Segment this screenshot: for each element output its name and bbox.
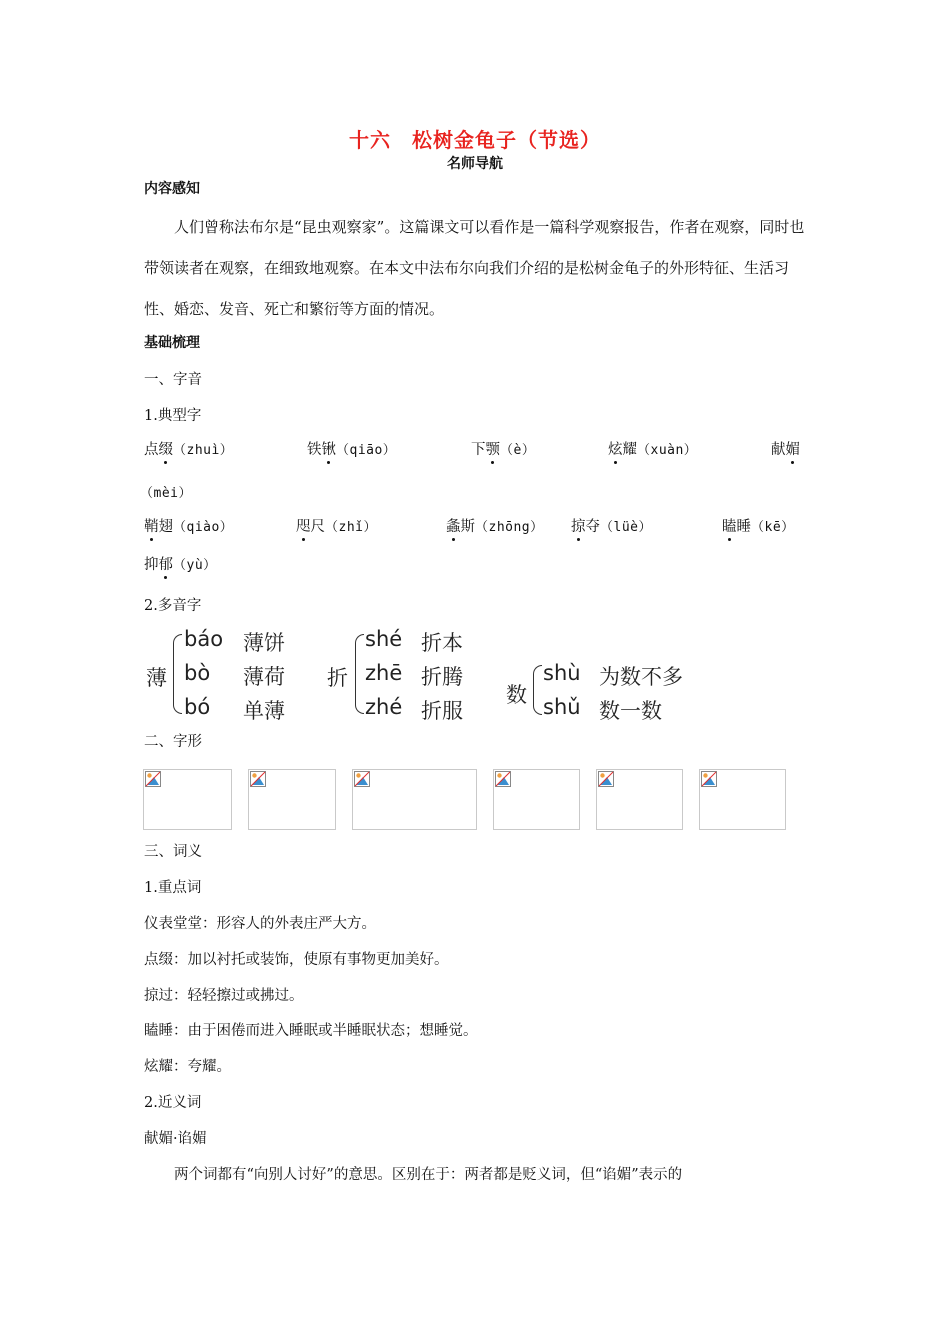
broken-image (493, 769, 580, 830)
polyphone-char: 数 (506, 683, 527, 707)
polyphone-word: 单薄 (243, 699, 285, 723)
polyphone-word: 数一数 (599, 699, 662, 723)
pinyin-item: 抑郁（yù） (144, 553, 217, 574)
broken-image (143, 769, 232, 830)
definition: 点缀：加以衬托或装饰，使原有事物更加美好。 (144, 952, 449, 968)
pinyin-item: 炫耀（xuàn） (608, 438, 697, 459)
synonym-pair: 献媚·谄媚 (144, 1131, 207, 1147)
polyphone-char: 薄 (146, 666, 167, 690)
polyphone-pinyin: shù (543, 661, 581, 685)
subheading-zhong-dian: 1.重点词 (144, 880, 202, 896)
polyphone-pinyin: shǔ (543, 695, 581, 719)
pinyin-item: 点缀（zhuì） (144, 438, 233, 459)
page-subtitle: 名师导航 (447, 156, 503, 172)
polyphone-word: 薄饼 (243, 631, 285, 655)
pinyin-item: 瞌睡（kē） (722, 515, 795, 536)
polyphone-word: 为数不多 (599, 665, 683, 689)
polyphone-pinyin: zhé (365, 695, 403, 719)
subheading-jin-yi: 2.近义词 (144, 1095, 202, 1111)
broken-image (596, 769, 683, 830)
subheading-dian-xing: 1.典型字 (144, 408, 202, 424)
polyphone-word: 折本 (421, 631, 463, 655)
broken-image (699, 769, 786, 830)
subheading-zi-yin: 一、字音 (144, 372, 202, 388)
section-heading-content: 内容感知 (144, 181, 200, 197)
polyphone-word: 折服 (421, 699, 463, 723)
definition: 炫耀：夸耀。 (144, 1059, 231, 1075)
polyphone-char: 折 (327, 666, 348, 690)
pinyin-item: 鞘翅（qiào） (144, 515, 233, 536)
subheading-duo-yin: 2.多音字 (144, 598, 202, 614)
definition: 瞌睡：由于困倦而进入睡眠或半睡眠状态；想睡觉。 (144, 1023, 478, 1039)
definition: 仪表堂堂：形容人的外表庄严大方。 (144, 916, 376, 932)
pinyin-item: 掠夺（lüè） (571, 515, 652, 536)
brace (533, 665, 542, 715)
polyphone-word: 薄荷 (243, 665, 285, 689)
subheading-ci-yi: 三、词义 (144, 844, 202, 860)
pinyin-item: 献媚 (771, 438, 800, 459)
brace (173, 634, 182, 714)
subheading-zi-xing: 二、字形 (144, 734, 202, 750)
polyphone-pinyin: bò (184, 661, 211, 685)
broken-image-icon (354, 771, 370, 787)
broken-image-icon (598, 771, 614, 787)
brace (355, 634, 364, 714)
polyphone-pinyin: bó (184, 695, 211, 719)
section-heading-basics: 基础梳理 (144, 335, 200, 351)
broken-image-icon (145, 771, 161, 787)
polyphone-pinyin: báo (184, 627, 224, 651)
broken-image (352, 769, 477, 830)
polyphone-pinyin: zhē (365, 661, 403, 685)
pinyin-item: 螽斯（zhōng） (446, 515, 544, 536)
pinyin-item: 下颚（è） (471, 438, 535, 459)
definition: 掠过：轻轻擦过或拂过。 (144, 988, 304, 1004)
polyphone-pinyin: shé (365, 627, 403, 651)
pinyin-item: 铁锹（qiāo） (307, 438, 396, 459)
broken-image-icon (495, 771, 511, 787)
polyphone-word: 折腾 (421, 665, 463, 689)
final-paragraph: 两个词都有“向别人讨好”的意思。区别在于：两者都是贬义词，但“谄媚”表示的 (174, 1167, 683, 1183)
broken-image (248, 769, 336, 830)
broken-image-icon (250, 771, 266, 787)
pinyin-wrap: （mèi） (140, 486, 192, 501)
broken-image-icon (701, 771, 717, 787)
pinyin-item: 咫尺（zhǐ） (296, 515, 377, 536)
intro-paragraph: 人们曾称法布尔是“昆虫观察家”。这篇课文可以看作是一篇科学观察报告，作者在观察，同时也带领读者在观察，在细致地观察。在本文中法布尔向我们介绍的是松树金龟子的外形特征、生活习性、婚恋、发音、死亡和繁衍等方面的情况。 (144, 218, 805, 318)
page-title: 十六 松树金龟子（节选） (349, 128, 601, 152)
